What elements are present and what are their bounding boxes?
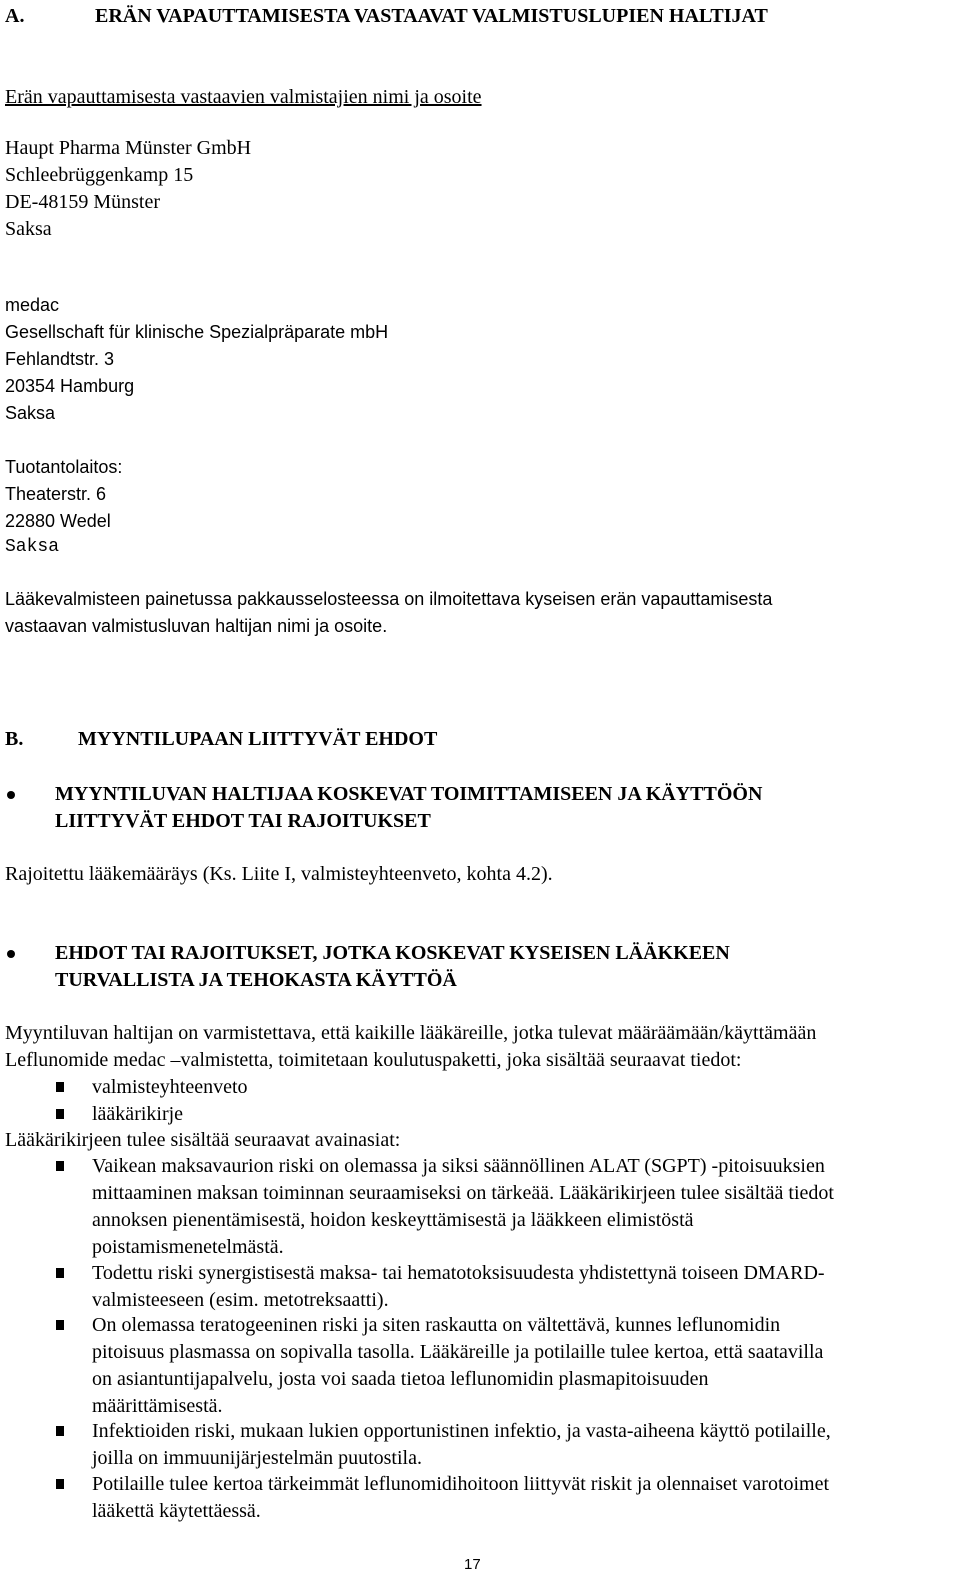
page-number: 17 (464, 1556, 481, 1573)
production-site-address (5, 454, 122, 535)
key-point-line: on asiantuntijapalvelu, josta voi saada tietoa leflunomidin plasmapitoisuuden (92, 1368, 709, 1390)
key-point-line: Infektioiden riski, mukaan lukien opportunistinen infektio, ja vasta-aiheena käyttö potilaille, (92, 1420, 831, 1442)
square-bullet-icon (56, 1082, 64, 1092)
section-a-letter: A. (5, 5, 25, 27)
manufacturer-1-address (5, 135, 251, 243)
note-line: vastaavan valmistusluvan haltijan nimi ja osoite. (5, 616, 388, 636)
address-line: 20354 Hamburg (5, 376, 135, 396)
address-line: DE-48159 Münster (5, 191, 160, 213)
address-line: 22880 Wedel (5, 511, 111, 531)
section-b-title: MYYNTILUPAAN LIITTYVÄT EHDOT (78, 728, 438, 750)
address-line: Theaterstr. 6 (5, 484, 107, 504)
square-bullet-icon (56, 1161, 64, 1171)
key-point-line: mittaaminen maksan toiminnan seuraamiseksi on tärkeää. Lääkärikirjeen tulee sisältää tiedot (92, 1182, 834, 1204)
bullet-dot-icon (7, 791, 15, 799)
key-point-line: Todettu riski synergistisestä maksa- tai hematotoksisuudesta yhdistettynä toiseen DMARD- (92, 1262, 825, 1284)
section-a-subheading: Erän vapauttamisesta vastaavien valmistajien nimi ja osoite (5, 86, 482, 108)
square-bullet-icon (56, 1479, 64, 1489)
note-line: Lääkevalmisteen painetussa pakkausselosteessa on ilmoitettava kyseisen erän vapauttamisesta (5, 589, 773, 609)
restriction-text: Rajoitettu lääkemääräys (Ks. Liite I, valmisteyhteenveto, kohta 4.2). (5, 863, 553, 885)
key-point-line: Vaikean maksavaurion riski on olemassa ja siksi säännöllinen ALAT (SGPT) -pitoisuuksien (92, 1155, 825, 1177)
production-country: Saksa (5, 537, 60, 557)
education-intro (5, 1020, 816, 1074)
key-point-line: poistamismenetelmästä. (92, 1236, 284, 1258)
address-line: medac (5, 295, 60, 315)
key-point-line: lääkettä käytettäessä. (92, 1500, 261, 1522)
key-point-line: On olemassa teratogeeninen riski ja siten raskautta on vältettävä, kunnes leflunomidin (92, 1314, 781, 1336)
key-point-line: annoksen pienentämisestä, hoidon keskeyttämisestä ja lääkkeen elimistöstä (92, 1209, 694, 1231)
package-leaflet-note (5, 586, 772, 640)
bullet-heading-line: LIITTYVÄT EHDOT TAI RAJOITUKSET (55, 810, 431, 832)
bullet-heading-line: TURVALLISTA JA TEHOKASTA KÄYTTÖÄ (55, 969, 457, 991)
section-b-letter: B. (5, 728, 24, 750)
address-line: Fehlandtstr. 3 (5, 349, 115, 369)
square-bullet-icon (56, 1320, 64, 1330)
section-a-title: ERÄN VAPAUTTAMISESTA VASTAAVAT VALMISTUSLUPIEN HALTIJAT (95, 5, 768, 27)
key-point-line: Potilaille tulee kertoa tärkeimmät leflunomidihoitoon liittyvät riskit ja olennaiset varotoimet (92, 1473, 830, 1495)
address-line: Haupt Pharma Münster GmbH (5, 137, 252, 159)
bullet-heading-line: EHDOT TAI RAJOITUKSET, JOTKA KOSKEVAT KYSEISEN LÄÄKKEEN (55, 942, 730, 964)
address-line: Schleebrüggenkamp 15 (5, 164, 194, 186)
key-point-line: pitoisuus plasmassa on sopivalla tasolla. Lääkäreille ja potilaille tulee kertoa, että saatavilla (92, 1341, 824, 1363)
manufacturer-2-address (5, 292, 388, 427)
square-bullet-icon (56, 1426, 64, 1436)
package-item-label: valmisteyhteenveto (92, 1076, 248, 1098)
address-line: Tuotantolaitos: (5, 457, 123, 477)
key-point-line: joilla on immuunijärjestelmän puutostila. (92, 1447, 422, 1469)
address-line: Gesellschaft für klinische Spezialpräparate mbH (5, 322, 389, 342)
key-point-line: valmisteeseen (esim. metotreksaatti). (92, 1289, 389, 1311)
intro-line: Leflunomide medac –valmistetta, toimitetaan koulutuspaketti, joka sisältää seuraavat tiedot: (5, 1049, 742, 1071)
letter-intro: Lääkärikirjeen tulee sisältää seuraavat avainasiat: (5, 1129, 401, 1151)
key-point-line: määrittämisestä. (92, 1395, 223, 1417)
package-item-label: lääkärikirje (92, 1103, 184, 1125)
square-bullet-icon (56, 1268, 64, 1278)
bullet-heading-line: MYYNTILUVAN HALTIJAA KOSKEVAT TOIMITTAMISEEN JA KÄYTTÖÖN (55, 783, 763, 805)
square-bullet-icon (56, 1109, 64, 1119)
bullet-dot-icon (7, 950, 15, 958)
address-line: Saksa (5, 403, 56, 423)
intro-line: Myyntiluvan haltijan on varmistettava, että kaikille lääkäreille, jotka tulevat määräämään/käyttämään (5, 1022, 817, 1044)
address-line: Saksa (5, 218, 52, 240)
